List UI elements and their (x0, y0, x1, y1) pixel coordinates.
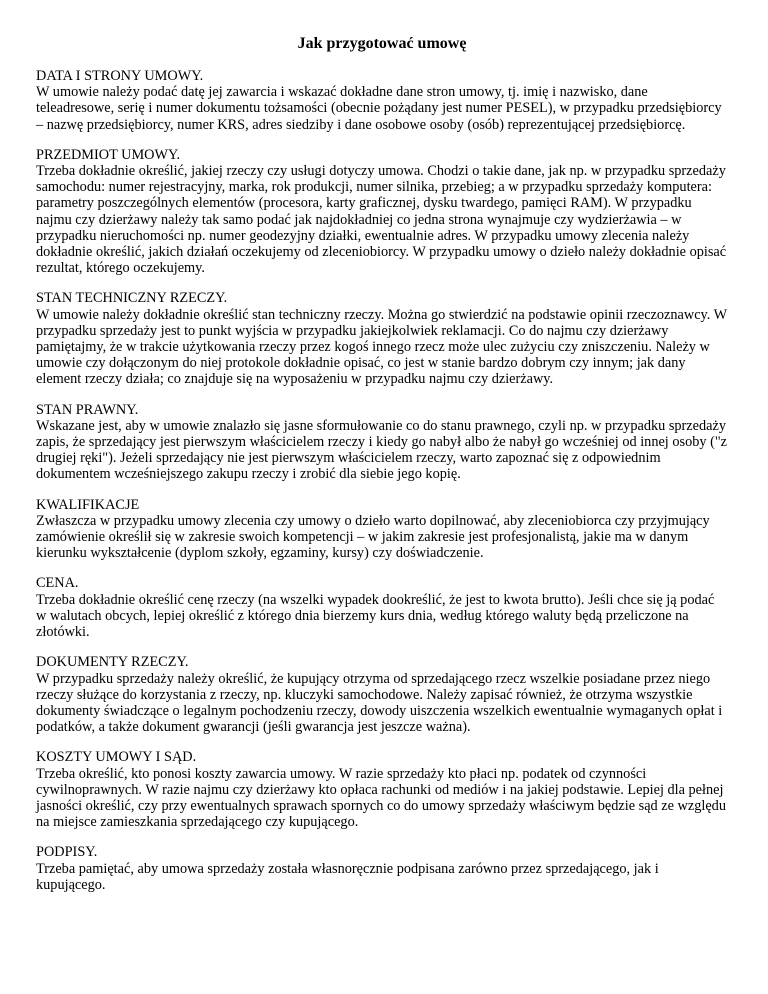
section-heading: PRZEDMIOT UMOWY. (36, 146, 181, 163)
section-body: W umowie należy dokładnie określić stan techniczny rzeczy. Można go stwierdzić na podstawie opinii rzeczoznawcy. W przypadku sprzedaży jest to punkt wyjścia w przypadku jakiejkolwiek reklamacji. Co do najmu czy dzierżawy pamiętajmy, że w trakcie użytkowania rzeczy przez kogoś innego rzecz może ulec zużyciu czy zniszczeniu. Należy w umowie czy dołączonym do niej protokole dokładnie opisać, co jest w stanie bardzo dobrym czy innym; jak dany element rzeczy działa; co znajduje się na wyposażeniu w przypadku najmu czy dzierżawy. (36, 306, 727, 388)
section-dokumenty-rzeczy (36, 654, 728, 735)
section-heading: STAN TECHNICZNY RZECZY. (36, 290, 228, 307)
section-koszty-umowy (36, 749, 728, 830)
section-body: Trzeba pamiętać, aby umowa sprzedaży została własnoręcznie podpisana zarówno przez sprzedającego, jak i kupującego. (36, 860, 659, 893)
document-title: Jak przygotować umowę (297, 35, 467, 52)
section-stan-prawny (36, 402, 728, 483)
section-przedmiot-umowy (36, 147, 728, 277)
section-body: Zwłaszcza w przypadku umowy zlecenia czy umowy o dzieło warto dopilnować, aby zleceniobiorca czy przyjmujący zamówienie określił się w zakresie swoich kompetencji – w jakim zakresie jest profesjonalistą, jakie ma w danym kierunku wykształcenie (dyplom szkoły, egzaminy, kursy) czy doświadczenie. (36, 512, 710, 562)
section-cena (36, 575, 728, 640)
section-heading: PODPISY. (36, 844, 98, 861)
section-body: W umowie należy podać datę jej zawarcia i wskazać dokładne dane stron umowy, tj. imię i nazwisko, dane teleadresowe, serię i numer dokumentu tożsamości (obecnie pożądany jest numer PESEL), w przypadku przedsiębiorcy – nazwę przedsiębiorcy, numer KRS, adres siedziby i dane osobowe osoby (osób) reprezentującej przedsiębiorcę. (36, 84, 722, 133)
section-heading: KOSZTY UMOWY I SĄD. (36, 749, 197, 766)
section-heading: CENA. (36, 575, 79, 592)
section-heading: DOKUMENTY RZECZY. (36, 654, 189, 671)
section-heading: STAN PRAWNY. (36, 401, 139, 418)
section-body: Trzeba określić, kto ponosi koszty zawarcia umowy. W razie sprzedaży kto płaci np. podatek od czynności cywilnoprawnych. W razie najmu czy dzierżawy kto opłaca rachunki od mediów i na jakiej podstawie. Lepiej dla pełnej jasności określić, czy przy ewentualnych sprawach spornych co do umowy sprzedaży właściwym będzie sąd ze względu na miejsce zamieszkania sprzedającego czy kupującego. (36, 765, 726, 831)
section-body: W przypadku sprzedaży należy określić, że kupujący otrzyma od sprzedającego rzecz wszelkie posiadane przez niego rzeczy służące do korzystania z rzeczy, np. kluczyki samochodowe. Należy zapisać również, że otrzyma wszystkie dokumenty świadczące o legalnym pochodzeniu rzeczy, dowody uiszczenia wszelkich ewentualnie wymaganych opłat i podatków, a także dokument gwarancji (jeśli gwarancja jest jeszcze ważna). (36, 670, 723, 736)
section-kwalifikacje (36, 497, 728, 562)
section-stan-techniczny (36, 290, 728, 387)
section-data-i-strony (36, 68, 728, 133)
section-body: Trzeba dokładnie określić, jakiej rzeczy czy usługi dotyczy umowa. Chodzi o takie dane, jak np. w przypadku sprzedaży samochodu: numer rejestracyjny, marka, rok produkcji, numer silnika, przebieg; a w przypadku sprzedaży komputera: parametry poszczególnych elementów (procesora, karty graficznej, dysku twardego, pamięci RAM). W przypadku najmu czy dzierżawy należy tak samo podać jak najdokładniej co jedna strona wynajmuje czy wydzierżawia – w przypadku nieruchomości np. numer geodezyjny działki, ewentualnie adres. W przypadku umowy zlecenia należy dokładnie określić, jakich działań oczekujemy od zleceniobiorcy. W przypadku umowy o dzieło należy dokładnie opisać rezultat, którego oczekujemy. (36, 163, 727, 277)
section-body: Wskazane jest, aby w umowie znalazło się jasne sformułowanie co do stanu prawnego, czyli np. w przypadku sprzedaży zapis, że sprzedający jest pierwszym właścicielem rzeczy i kiedy go nabył albo że nabył go wcześniej od innej osoby ("z drugiej ręki"). Jeżeli sprzedający nie jest pierwszym właścicielem rzeczy, warto zapoznać się z odpowiednim dokumentem wcześniejszego zakupu rzeczy i zrobić dla siebie jego kopię. (36, 417, 728, 483)
section-podpisy (36, 844, 728, 893)
section-heading: KWALIFIKACJE (36, 496, 140, 513)
section-heading: DATA I STRONY UMOWY. (36, 68, 204, 84)
section-body: Trzeba dokładnie określić cenę rzeczy (na wszelki wypadek dookreślić, że jest to kwota brutto). Jeśli chce się ją podać w walutach obcych, lepiej określić z którego dnia bierzemy kurs dnia, według którego waluty będą przeliczone na złotówki. (36, 591, 715, 641)
